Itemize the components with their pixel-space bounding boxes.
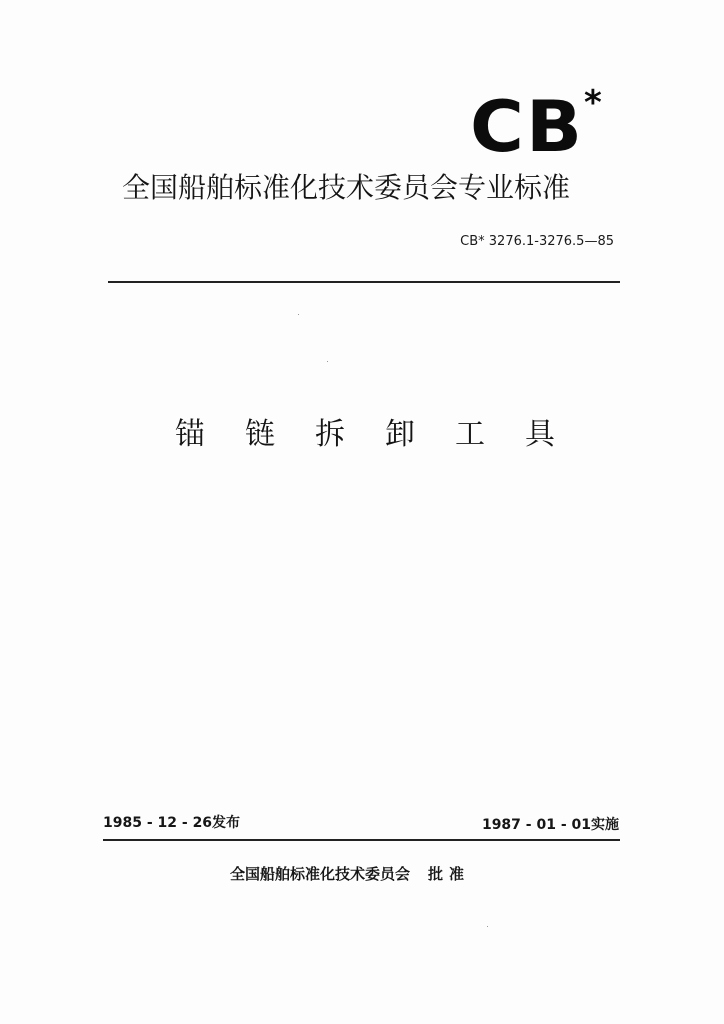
bottom-divider (103, 839, 620, 841)
committee-title: 全国船舶标准化技术委员会专业标准 (122, 171, 571, 204)
approve-word: 批准 (428, 865, 471, 883)
cb-logo (470, 83, 610, 168)
title-char: 链 (245, 417, 275, 452)
title-char: 工 (455, 417, 485, 452)
effective-date: 1987 - 01 - 01实施 (481, 817, 619, 833)
title-char: 锚 (175, 417, 205, 452)
title-char: 具 (525, 417, 555, 452)
document-title (175, 414, 555, 456)
scan-speck (487, 926, 488, 927)
issue-date: 1985 - 12 - 26发布 (103, 815, 241, 831)
approval-line (230, 862, 470, 886)
scan-speck (327, 361, 328, 362)
cb-logo-star: * (584, 83, 602, 123)
approver-name: 全国船舶标准化技术委员会 (230, 865, 411, 883)
top-divider (108, 281, 620, 283)
cb-logo-letters: CB (470, 86, 585, 168)
title-char: 卸 (385, 417, 415, 452)
title-char: 拆 (315, 417, 345, 452)
scan-speck (298, 314, 299, 315)
standard-number: CB* 3276.1-3276.5—85 (460, 234, 614, 249)
